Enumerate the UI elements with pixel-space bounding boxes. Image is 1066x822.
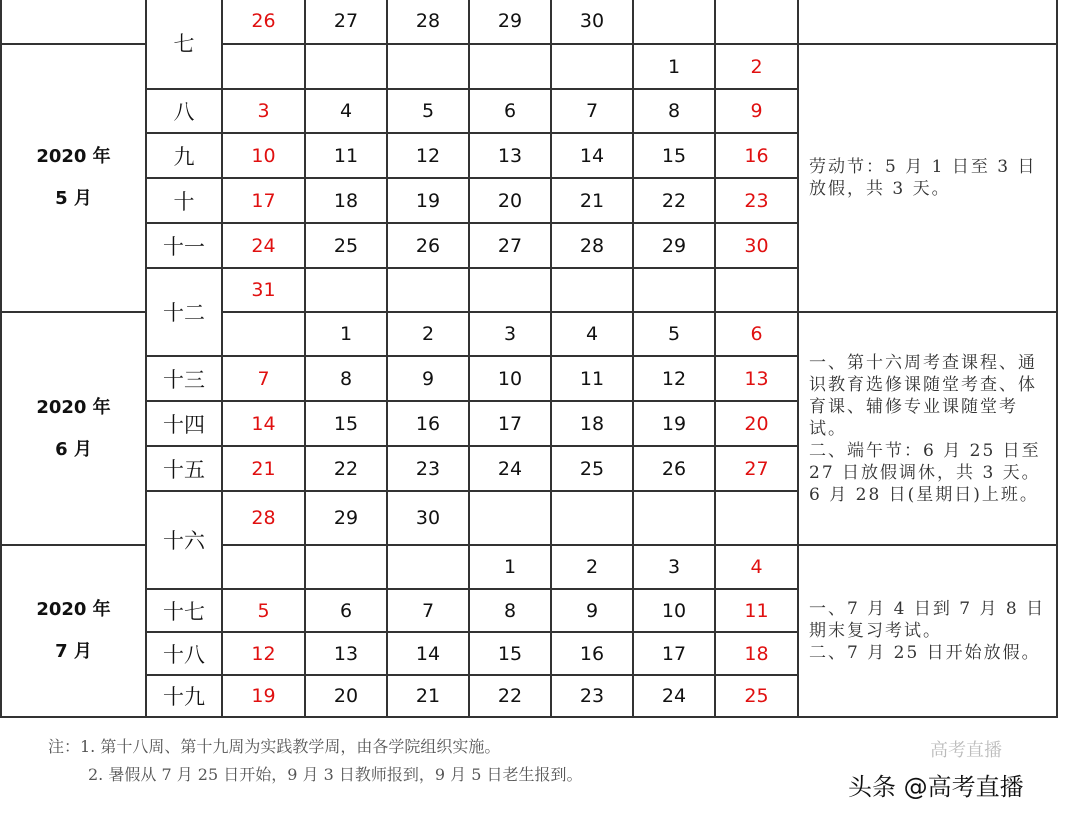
day-cell: 2 [716,45,797,88]
day-cell: 7 [388,590,468,631]
day-cell: 3 [634,546,714,588]
day-cell: 12 [634,357,714,400]
day-cell: 26 [388,224,468,267]
day-cell [552,269,632,311]
day-cell: 25 [552,447,632,490]
day-cell: 10 [634,590,714,631]
day-cell: 13 [306,633,386,674]
day-cell: 11 [306,134,386,177]
day-cell: 31 [223,269,304,311]
day-cell: 4 [306,90,386,132]
day-cell: 27 [306,0,386,43]
day-cell: 15 [306,402,386,445]
day-cell: 29 [470,0,550,43]
day-cell: 22 [634,179,714,222]
week-number: 十二 [147,269,221,355]
day-cell [223,546,304,588]
day-cell: 7 [552,90,632,132]
day-cell: 10 [470,357,550,400]
month-month: 6 月 [55,438,92,460]
day-cell: 16 [388,402,468,445]
day-cell: 12 [388,134,468,177]
day-cell: 9 [716,90,797,132]
day-cell: 1 [306,313,386,355]
day-cell: 16 [552,633,632,674]
day-cell: 1 [470,546,550,588]
day-cell [223,313,304,355]
day-cell [716,269,797,311]
day-cell: 7 [223,357,304,400]
note-2: 2. 暑假从 7 月 25 日开始，9 月 3 日教师报到，9 月 5 日老生报到。 [88,765,583,784]
day-cell [470,269,550,311]
day-cell: 29 [634,224,714,267]
remark-cell: 一、第十六周考查课程、通识教育选修课随堂考查、体育课、辅修专业课随堂考试。 二、端午节：6 月 25 日至 27 日放假调休，共 3 天。6 月 28 日(星期日)上班。 [799,313,1056,544]
day-cell: 20 [306,676,386,716]
day-cell: 11 [552,357,632,400]
day-cell: 16 [716,134,797,177]
day-cell: 19 [388,179,468,222]
day-cell: 6 [306,590,386,631]
month-month: 5 月 [55,188,92,209]
day-cell [223,45,304,88]
day-cell: 18 [552,402,632,445]
day-cell: 14 [388,633,468,674]
week-number: 七 [147,0,221,88]
day-cell: 5 [634,313,714,355]
day-cell: 6 [470,90,550,132]
week-number: 十九 [147,676,221,716]
day-cell: 13 [716,357,797,400]
day-cell [634,0,714,43]
day-cell: 21 [223,447,304,490]
week-number: 八 [147,90,221,132]
day-cell: 21 [552,179,632,222]
month-year: 2020 年 [36,599,111,620]
day-cell: 8 [470,590,550,631]
day-cell: 5 [388,90,468,132]
notes [48,733,582,789]
week-number: 十八 [147,633,221,674]
day-cell [306,45,386,88]
day-cell: 25 [306,224,386,267]
month-label [2,313,145,544]
day-cell: 24 [634,676,714,716]
day-cell [470,45,550,88]
day-cell: 14 [223,402,304,445]
note-1: 注：1. 第十八周、第十九周为实践教学周，由各学院组织实施。 [48,737,501,756]
day-cell: 30 [716,224,797,267]
day-cell: 24 [223,224,304,267]
day-cell: 23 [552,676,632,716]
week-number: 十三 [147,357,221,400]
month-label [2,0,145,43]
day-cell [716,492,797,544]
day-cell: 17 [634,633,714,674]
day-cell [634,492,714,544]
day-cell: 28 [388,0,468,43]
day-cell: 2 [388,313,468,355]
remark-cell: 一、7 月 4 日到 7 月 8 日期末复习考试。 二、7 月 25 日开始放假。 [799,546,1056,716]
week-number: 十五 [147,447,221,490]
day-cell: 11 [716,590,797,631]
day-cell [388,45,468,88]
day-cell: 27 [716,447,797,490]
remark-cell: 劳动节：5 月 1 日至 3 日放假，共 3 天。 [799,45,1056,311]
day-cell [716,0,797,43]
day-cell: 3 [470,313,550,355]
day-cell: 25 [716,676,797,716]
day-cell: 26 [223,0,304,43]
week-number: 九 [147,134,221,177]
day-cell: 10 [223,134,304,177]
day-cell: 20 [470,179,550,222]
remark-cell [799,0,1056,43]
day-cell: 17 [470,402,550,445]
day-cell: 26 [634,447,714,490]
day-cell: 18 [306,179,386,222]
day-cell: 2 [552,546,632,588]
day-cell [634,269,714,311]
day-cell: 4 [552,313,632,355]
day-cell: 3 [223,90,304,132]
month-label [2,546,145,716]
month-label [2,45,145,311]
week-number: 十六 [147,492,221,588]
day-cell: 15 [470,633,550,674]
day-cell: 24 [470,447,550,490]
day-cell: 28 [223,492,304,544]
month-year: 2020 年 [36,396,111,418]
day-cell: 6 [716,313,797,355]
day-cell [306,269,386,311]
day-cell: 13 [470,134,550,177]
day-cell [388,546,468,588]
week-number: 十 [147,179,221,222]
day-cell: 22 [470,676,550,716]
day-cell: 14 [552,134,632,177]
day-cell: 12 [223,633,304,674]
day-cell: 30 [552,0,632,43]
day-cell: 23 [716,179,797,222]
day-cell: 18 [716,633,797,674]
day-cell: 19 [634,402,714,445]
day-cell: 9 [388,357,468,400]
day-cell [552,492,632,544]
day-cell: 23 [388,447,468,490]
day-cell: 4 [716,546,797,588]
day-cell: 9 [552,590,632,631]
day-cell: 15 [634,134,714,177]
day-cell: 22 [306,447,386,490]
week-number: 十一 [147,224,221,267]
watermark-faint: 高考直播 [930,740,1002,761]
day-cell: 27 [470,224,550,267]
day-cell [388,269,468,311]
day-cell: 20 [716,402,797,445]
month-month: 7 月 [55,641,92,662]
watermark: 头条 @高考直播 [848,773,1024,801]
day-cell: 19 [223,676,304,716]
day-cell: 17 [223,179,304,222]
day-cell: 5 [223,590,304,631]
week-number: 十七 [147,590,221,631]
day-cell [306,546,386,588]
month-year: 2020 年 [36,146,111,167]
day-cell: 30 [388,492,468,544]
day-cell [552,45,632,88]
day-cell: 28 [552,224,632,267]
day-cell: 1 [634,45,714,88]
day-cell: 8 [634,90,714,132]
day-cell: 29 [306,492,386,544]
day-cell: 21 [388,676,468,716]
week-number: 十四 [147,402,221,445]
day-cell [470,492,550,544]
day-cell: 8 [306,357,386,400]
